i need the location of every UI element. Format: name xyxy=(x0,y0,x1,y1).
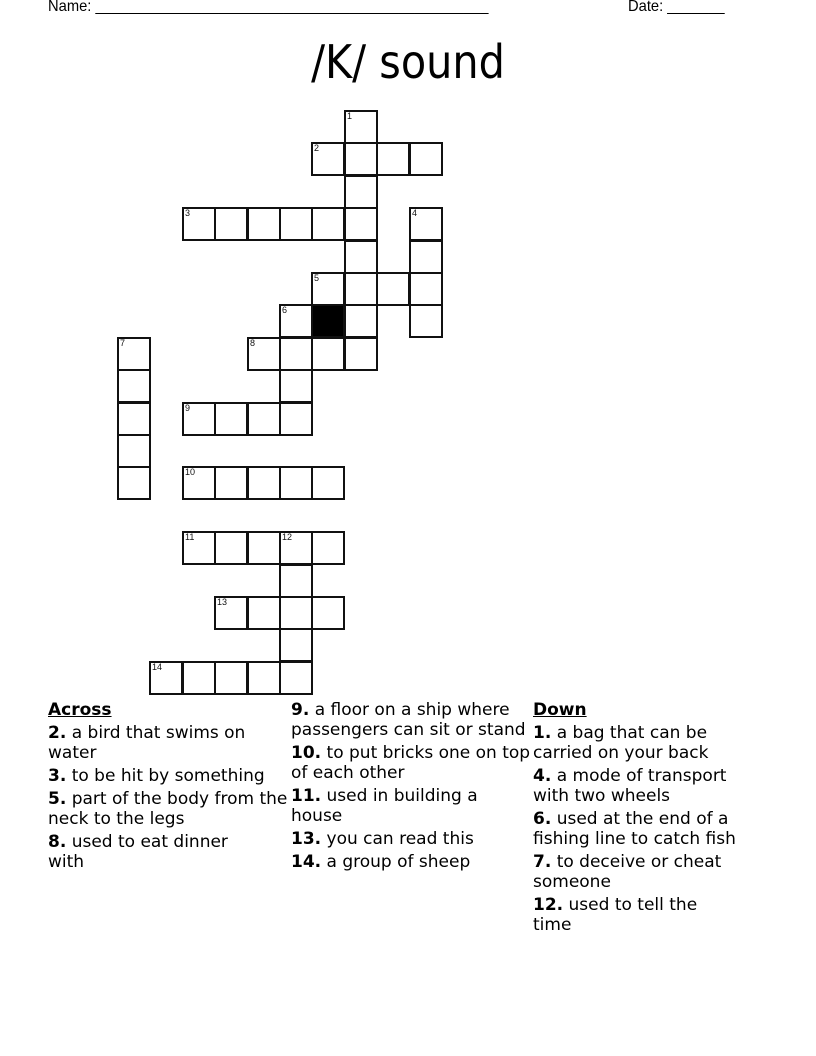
clue-number: 11. xyxy=(291,786,322,806)
grid-cell[interactable] xyxy=(182,661,216,695)
grid-cell[interactable] xyxy=(247,661,281,695)
grid-cell[interactable] xyxy=(214,207,248,241)
clue-number: 1. xyxy=(533,723,552,743)
clue-text: a bag that can be carried on your back xyxy=(533,723,709,763)
grid-cell[interactable] xyxy=(409,207,443,241)
grid-cell[interactable] xyxy=(344,304,378,338)
grid-cell[interactable] xyxy=(279,628,313,662)
clue-down-7 xyxy=(533,852,748,892)
cell-number: 14 xyxy=(152,662,163,672)
down-heading: Down xyxy=(533,700,587,720)
clue-down-1 xyxy=(533,723,733,763)
grid-cell[interactable] xyxy=(311,531,345,565)
cell-number: 10 xyxy=(185,467,196,477)
clue-across-8 xyxy=(48,832,248,872)
clue-text: you can read this xyxy=(321,829,474,849)
grid-cell[interactable] xyxy=(214,531,248,565)
clue-text: to be hit by something xyxy=(66,766,265,786)
grid-cell[interactable] xyxy=(344,337,378,371)
grid-cell[interactable] xyxy=(311,207,345,241)
clues-down-column xyxy=(533,700,773,938)
grid-cell[interactable] xyxy=(279,661,313,695)
clue-across-11 xyxy=(291,786,506,826)
clue-across-10 xyxy=(291,743,531,783)
cell-number: 1 xyxy=(347,111,353,121)
grid-cell[interactable] xyxy=(214,466,248,500)
grid-cell[interactable] xyxy=(247,402,281,436)
clue-number: 9. xyxy=(291,700,310,720)
grid-cell[interactable] xyxy=(311,466,345,500)
clues-across-column-2 xyxy=(291,700,531,875)
cell-number: 12 xyxy=(282,532,293,542)
clue-across-13 xyxy=(291,829,531,849)
clue-text: to put bricks one on top of each other xyxy=(291,743,531,783)
clue-down-12 xyxy=(533,895,723,935)
clue-down-4 xyxy=(533,766,748,806)
clue-number: 13. xyxy=(291,829,322,849)
grid-cell[interactable] xyxy=(149,661,183,695)
clue-number: 8. xyxy=(48,832,67,852)
clue-down-6 xyxy=(533,809,758,849)
clue-number: 6. xyxy=(533,809,552,829)
clue-text: used to tell the time xyxy=(533,895,698,935)
cell-number: 2 xyxy=(314,143,320,153)
grid-cell[interactable] xyxy=(409,240,443,274)
clue-text: a bird that swims on water xyxy=(48,723,246,763)
grid-cell[interactable] xyxy=(182,466,216,500)
grid-cell[interactable] xyxy=(247,596,281,630)
grid-cell[interactable] xyxy=(247,466,281,500)
grid-cell[interactable] xyxy=(279,402,313,436)
grid-cell[interactable] xyxy=(117,402,151,436)
grid-cell[interactable] xyxy=(117,466,151,500)
cell-number: 13 xyxy=(217,597,228,607)
grid-cell[interactable] xyxy=(279,304,313,338)
cell-number: 11 xyxy=(185,532,195,542)
grid-cell[interactable] xyxy=(182,402,216,436)
clue-across-14 xyxy=(291,852,531,872)
clue-across-5 xyxy=(48,789,293,829)
grid-cell[interactable] xyxy=(279,564,313,598)
clues-across-column-1 xyxy=(48,700,288,875)
clue-across-9 xyxy=(291,700,531,740)
grid-cell[interactable] xyxy=(182,531,216,565)
clue-number: 10. xyxy=(291,743,322,763)
grid-cell[interactable] xyxy=(409,272,443,306)
grid-cell[interactable] xyxy=(344,207,378,241)
clue-number: 14. xyxy=(291,852,322,872)
grid-cell[interactable] xyxy=(376,142,410,176)
grid-cell[interactable] xyxy=(279,337,313,371)
clue-number: 4. xyxy=(533,766,552,786)
cell-number: 7 xyxy=(120,338,126,348)
grid-cell[interactable] xyxy=(279,466,313,500)
grid-cell[interactable] xyxy=(247,531,281,565)
grid-cell[interactable] xyxy=(409,304,443,338)
clue-number: 7. xyxy=(533,852,552,872)
clue-text: a mode of transport with two wheels xyxy=(533,766,727,806)
grid-cell[interactable] xyxy=(279,369,313,403)
cell-number: 8 xyxy=(250,338,256,348)
cell-number: 4 xyxy=(412,208,418,218)
clue-text: used to eat dinner with xyxy=(48,832,228,872)
clue-across-2 xyxy=(48,723,288,763)
grid-cell[interactable] xyxy=(214,596,248,630)
grid-cell[interactable] xyxy=(311,337,345,371)
grid-cell[interactable] xyxy=(214,661,248,695)
clue-text: to deceive or cheat someone xyxy=(533,852,722,892)
clue-number: 12. xyxy=(533,895,564,915)
across-heading: Across xyxy=(48,700,112,720)
clue-across-3 xyxy=(48,766,288,786)
grid-cell[interactable] xyxy=(344,110,378,144)
clue-number: 3. xyxy=(48,766,67,786)
grid-cell[interactable] xyxy=(376,272,410,306)
grid-cell[interactable] xyxy=(117,434,151,468)
clue-text: part of the body from the neck to the legs xyxy=(48,789,288,829)
clue-number: 2. xyxy=(48,723,67,743)
grid-cell[interactable] xyxy=(311,596,345,630)
grid-cell[interactable] xyxy=(311,142,345,176)
date-field[interactable]: Date: _______ xyxy=(628,0,725,15)
grid-cell[interactable] xyxy=(247,207,281,241)
cell-number: 3 xyxy=(185,208,191,218)
grid-cell[interactable] xyxy=(344,240,378,274)
name-field[interactable]: Name: ________________________________________________ xyxy=(48,0,489,15)
grid-cell[interactable] xyxy=(344,175,378,209)
cell-number: 9 xyxy=(185,403,191,413)
grid-cell[interactable] xyxy=(279,207,313,241)
cell-number: 6 xyxy=(282,305,288,315)
clue-text: used at the end of a fishing line to catch fish xyxy=(533,809,736,849)
grid-cell[interactable] xyxy=(279,596,313,630)
clue-text: used in building a house xyxy=(291,786,478,826)
grid-cell[interactable] xyxy=(247,337,281,371)
grid-cell[interactable] xyxy=(344,272,378,306)
grid-cell[interactable] xyxy=(279,531,313,565)
block-cell xyxy=(311,304,345,338)
grid-cell[interactable] xyxy=(117,369,151,403)
grid-cell[interactable] xyxy=(214,402,248,436)
grid-cell[interactable] xyxy=(344,142,378,176)
clue-text: a floor on a ship where passengers can sit or stand xyxy=(291,700,526,740)
cell-number: 5 xyxy=(314,273,320,283)
clue-number: 5. xyxy=(48,789,67,809)
page-title: /K/ sound xyxy=(311,35,505,89)
grid-cell[interactable] xyxy=(311,272,345,306)
clue-text: a group of sheep xyxy=(321,852,471,872)
grid-cell[interactable] xyxy=(182,207,216,241)
grid-cell[interactable] xyxy=(117,337,151,371)
grid-cell[interactable] xyxy=(409,142,443,176)
